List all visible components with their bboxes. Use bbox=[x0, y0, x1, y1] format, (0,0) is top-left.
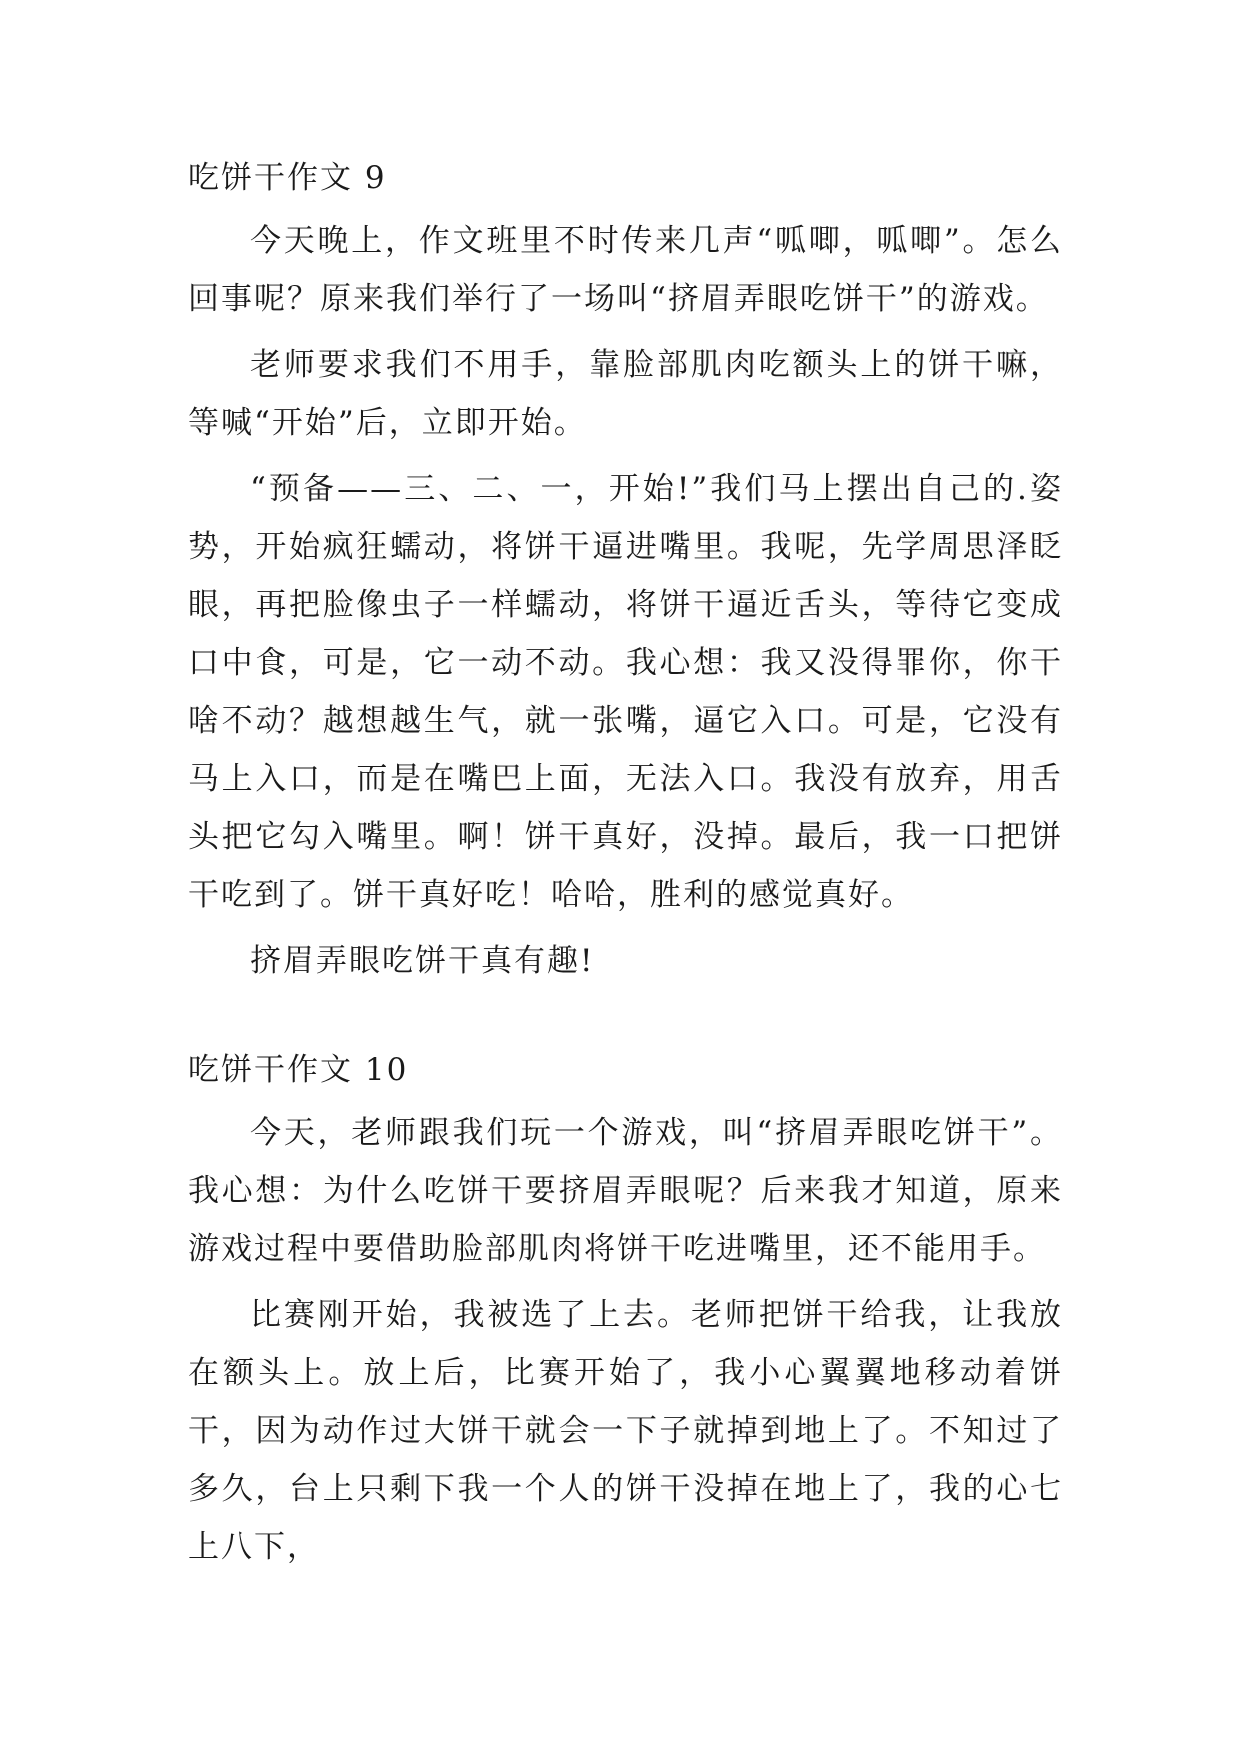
document-body bbox=[188, 150, 1063, 1584]
essay-paragraph: 挤眉弄眼吃饼干真有趣! bbox=[250, 943, 595, 979]
essay-section-9 bbox=[188, 158, 1063, 990]
essay-paragraph: “预备——三、二、一，开始!”我们马上摆出自己的.姿势，开始疯狂蠕动，将饼干逼进嘴里。我呢，先学周思泽眨眼，再把脸像虫子一样蠕动，将饼干逼近舌头，等待它变成口中食，可是，它一动不动。我心想：我又没得罪你，你干啥不动？越想越生气，就一张嘴，逼它入口。可是，它没有马上入口，而是在嘴巴上面，无法入口。我没有放弃，用舌头把它勾入嘴里。啊！饼干真好，没掉。最后，我一口把饼干吃到了。饼干真好吃！哈哈，胜利的感觉真好。 bbox=[188, 471, 1063, 913]
essay-title: 吃饼干作文 10 bbox=[188, 1052, 409, 1088]
essay-title: 吃饼干作文 9 bbox=[188, 160, 387, 196]
essay-paragraph: 比赛刚开始，我被选了上去。老师把饼干给我，让我放在额头上。放上后，比赛开始了，我小心翼翼地移动着饼干，因为动作过大饼干就会一下子就掉到地上了。不知过了多久，台上只剩下我一个人的饼干没掉在地上了，我的心七上八下， bbox=[188, 1297, 1063, 1565]
essay-paragraph: 今天晚上，作文班里不时传来几声“呱唧，呱唧”。怎么回事呢？原来我们举行了一场叫“挤眉弄眼吃饼干”的游戏。 bbox=[188, 223, 1063, 317]
essay-section-10 bbox=[188, 1050, 1063, 1576]
essay-paragraph: 老师要求我们不用手，靠脸部肌肉吃额头上的饼干嘛，等喊“开始”后，立即开始。 bbox=[188, 347, 1063, 441]
essay-paragraph: 今天，老师跟我们玩一个游戏，叫“挤眉弄眼吃饼干”。我心想：为什么吃饼干要挤眉弄眼呢？后来我才知道，原来游戏过程中要借助脸部肌肉将饼干吃进嘴里，还不能用手。 bbox=[188, 1115, 1063, 1267]
